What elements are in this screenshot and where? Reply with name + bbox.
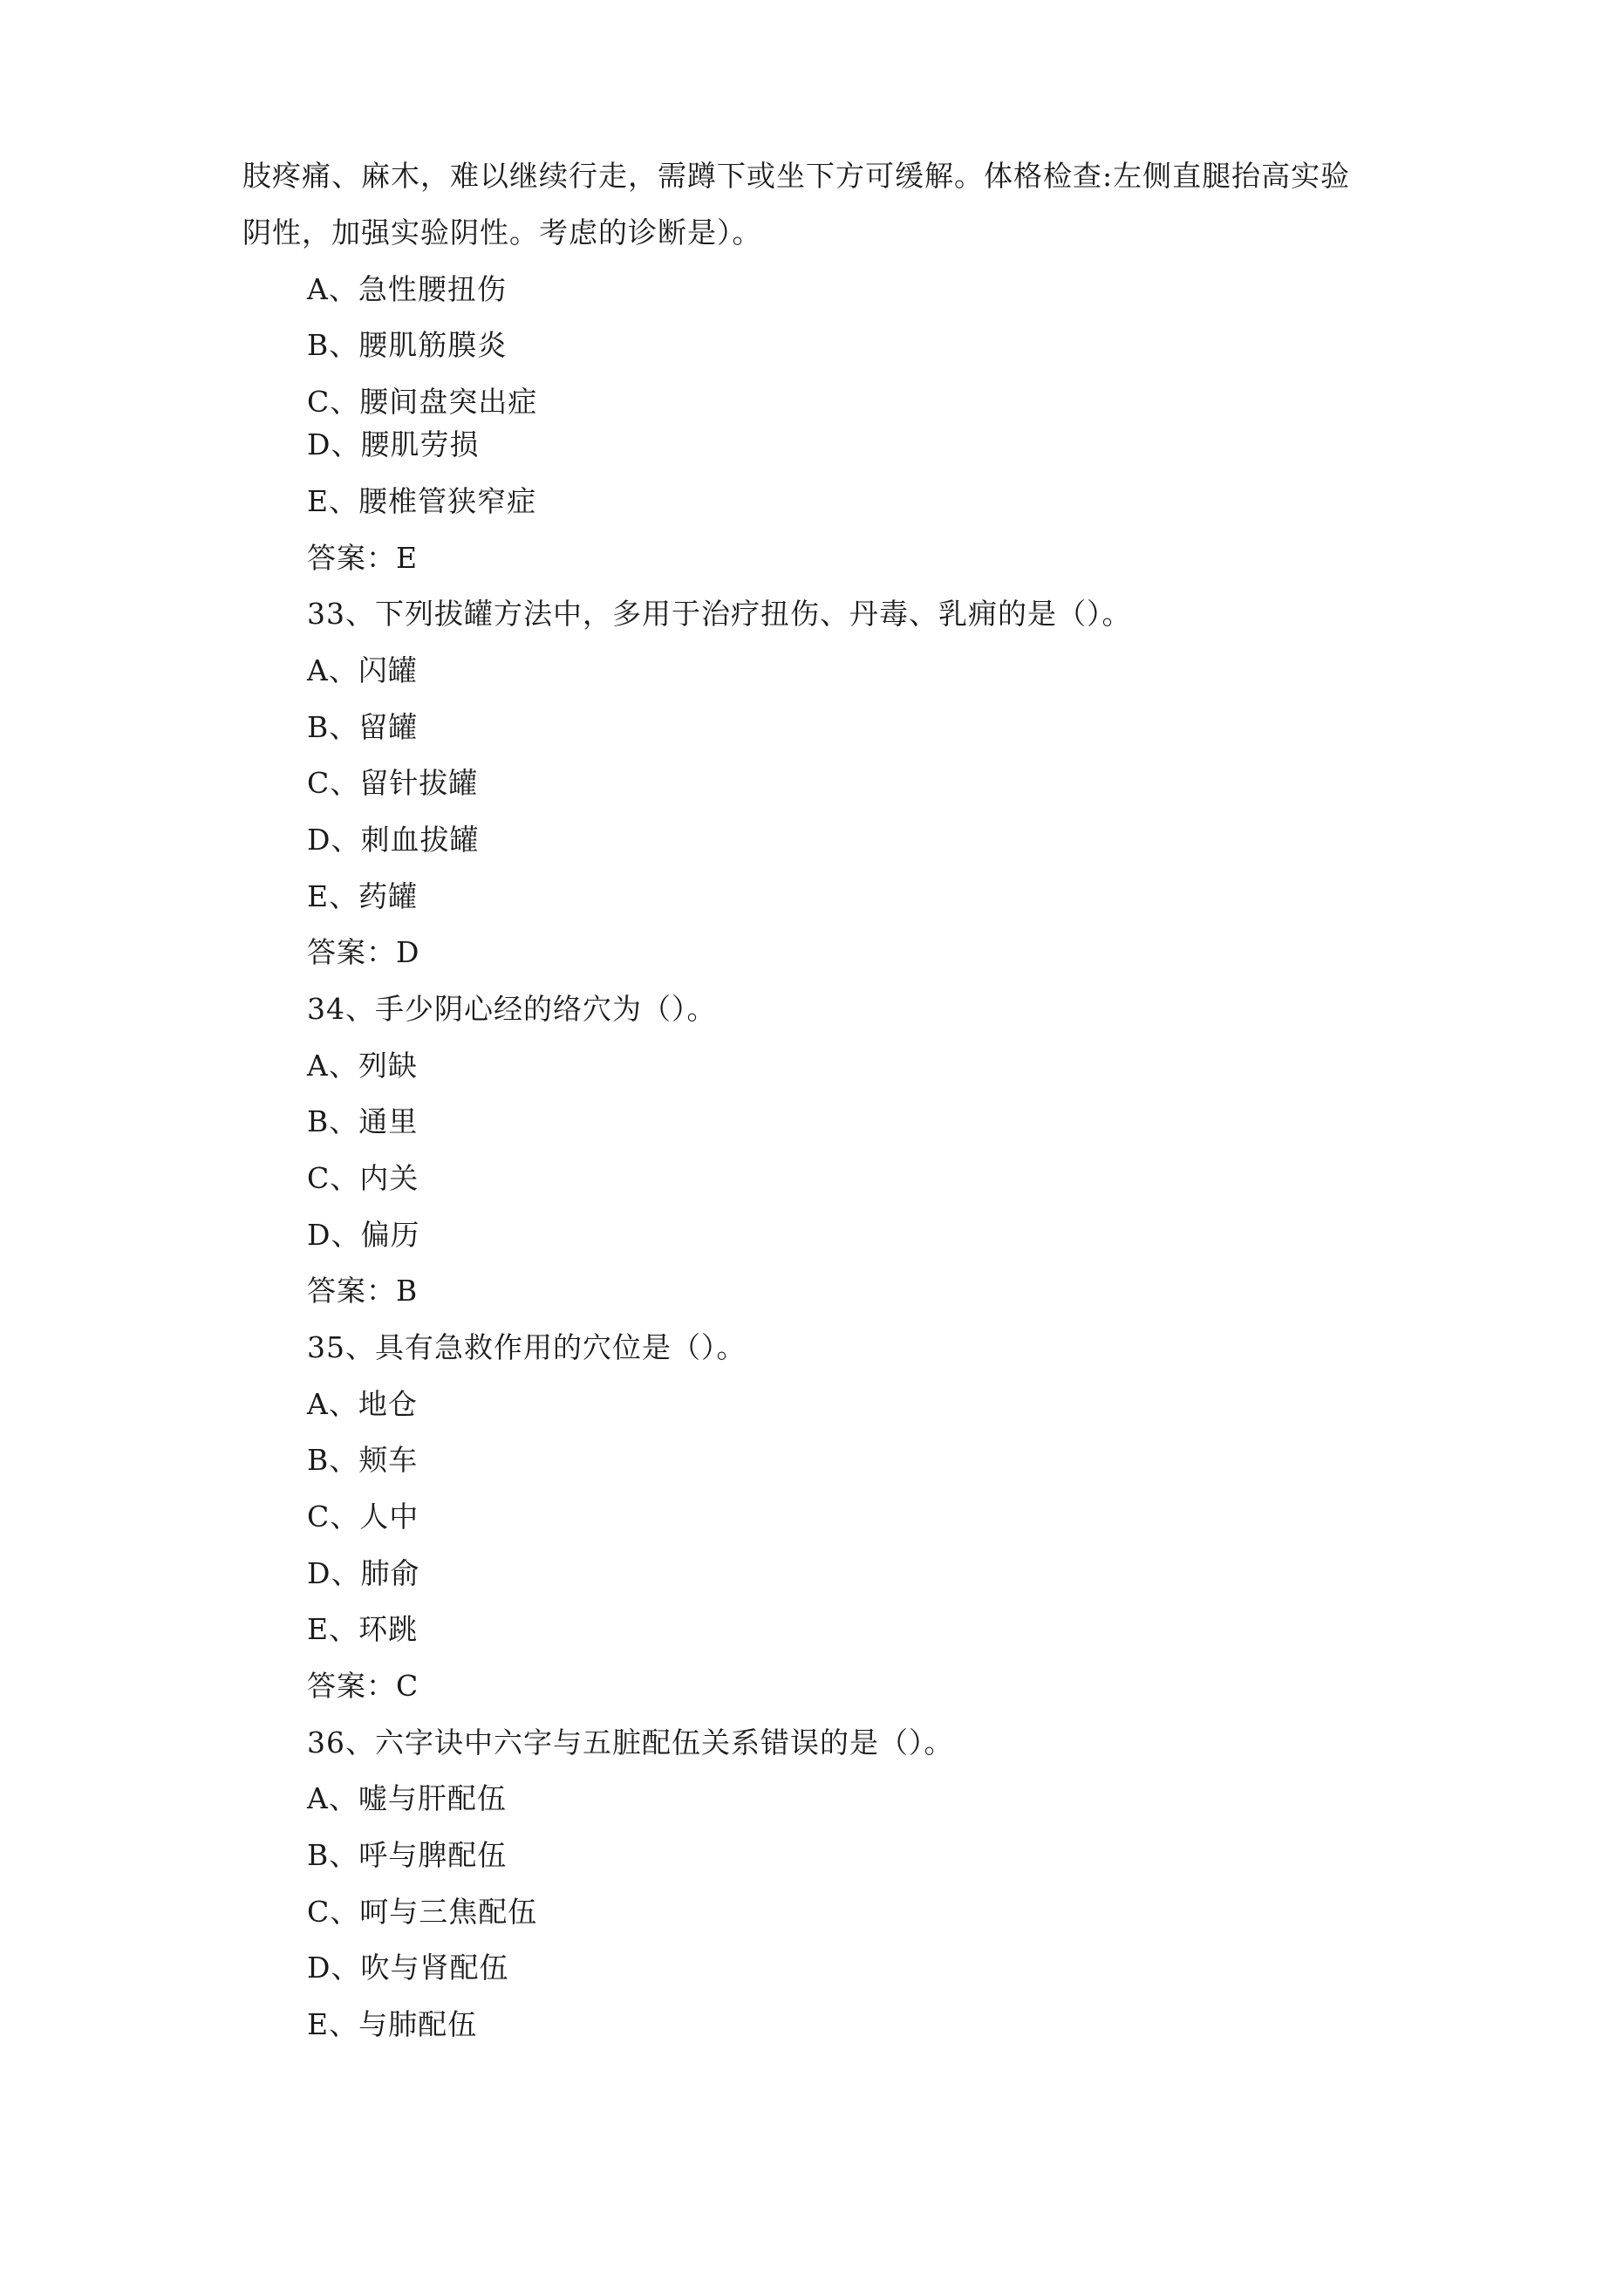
q32-option-d: D、腰肌劳损	[307, 427, 480, 461]
q35-answer: 答案：C	[307, 1669, 419, 1703]
q33-option-b: B、留罐	[307, 710, 419, 744]
q35-question: 35、具有急救作用的穴位是（）。	[307, 1330, 747, 1364]
q32-option-a: A、急性腰扭伤	[307, 272, 507, 306]
q34-answer: 答案：B	[307, 1274, 419, 1308]
q33-option-d: D、刺血拔罐	[307, 823, 480, 857]
q33-option-a: A、闪罐	[307, 653, 418, 687]
q34-option-d: D、偏历	[307, 1218, 420, 1252]
q35-option-a: A、地仓	[307, 1387, 418, 1421]
q33-question: 33、下列拔罐方法中，多用于治疗扭伤、丹毒、乳痈的是（）。	[307, 597, 1132, 631]
q35-option-d: D、肺俞	[307, 1556, 420, 1590]
q33-option-e: E、药罐	[307, 879, 419, 913]
q36-option-e: E、与肺配伍	[307, 2007, 478, 2041]
q35-option-e: E、环跳	[307, 1612, 419, 1646]
q36-option-a: A、嘘与肝配伍	[307, 1781, 507, 1815]
q34-question: 34、手少阴心经的络穴为（）。	[307, 992, 717, 1026]
q36-option-b: B、呼与脾配伍	[307, 1838, 508, 1872]
q33-option-c: C、留针拔罐	[307, 766, 479, 800]
q36-question: 36、六字诀中六字与五脏配伍关系错误的是（）。	[307, 1725, 954, 1760]
q32-option-e: E、腰椎管狭窄症	[307, 484, 537, 518]
q32-option-c: C、腰间盘突出症	[307, 385, 538, 419]
q32-option-b: B、腰肌筋膜炎	[307, 328, 508, 362]
question-32-stem-line-2: 阴性，加强实验阴性。考虑的诊断是）。	[242, 215, 762, 249]
q34-option-b: B、通里	[307, 1104, 419, 1138]
q34-option-c: C、内关	[307, 1161, 419, 1195]
q35-option-b: B、颊车	[307, 1443, 419, 1477]
q36-option-d: D、吹与肾配伍	[307, 1951, 509, 1985]
q34-option-a: A、列缺	[307, 1049, 418, 1083]
q33-answer: 答案：D	[307, 935, 420, 969]
q32-answer: 答案：E	[307, 541, 419, 575]
question-32-stem-line-1: 肢疼痛、麻木，难以继续行走，需蹲下或坐下方可缓解。体格检查:左侧直腿抬高实验	[242, 159, 1351, 193]
q36-option-c: C、呵与三焦配伍	[307, 1895, 538, 1929]
q35-option-c: C、人中	[307, 1500, 419, 1534]
